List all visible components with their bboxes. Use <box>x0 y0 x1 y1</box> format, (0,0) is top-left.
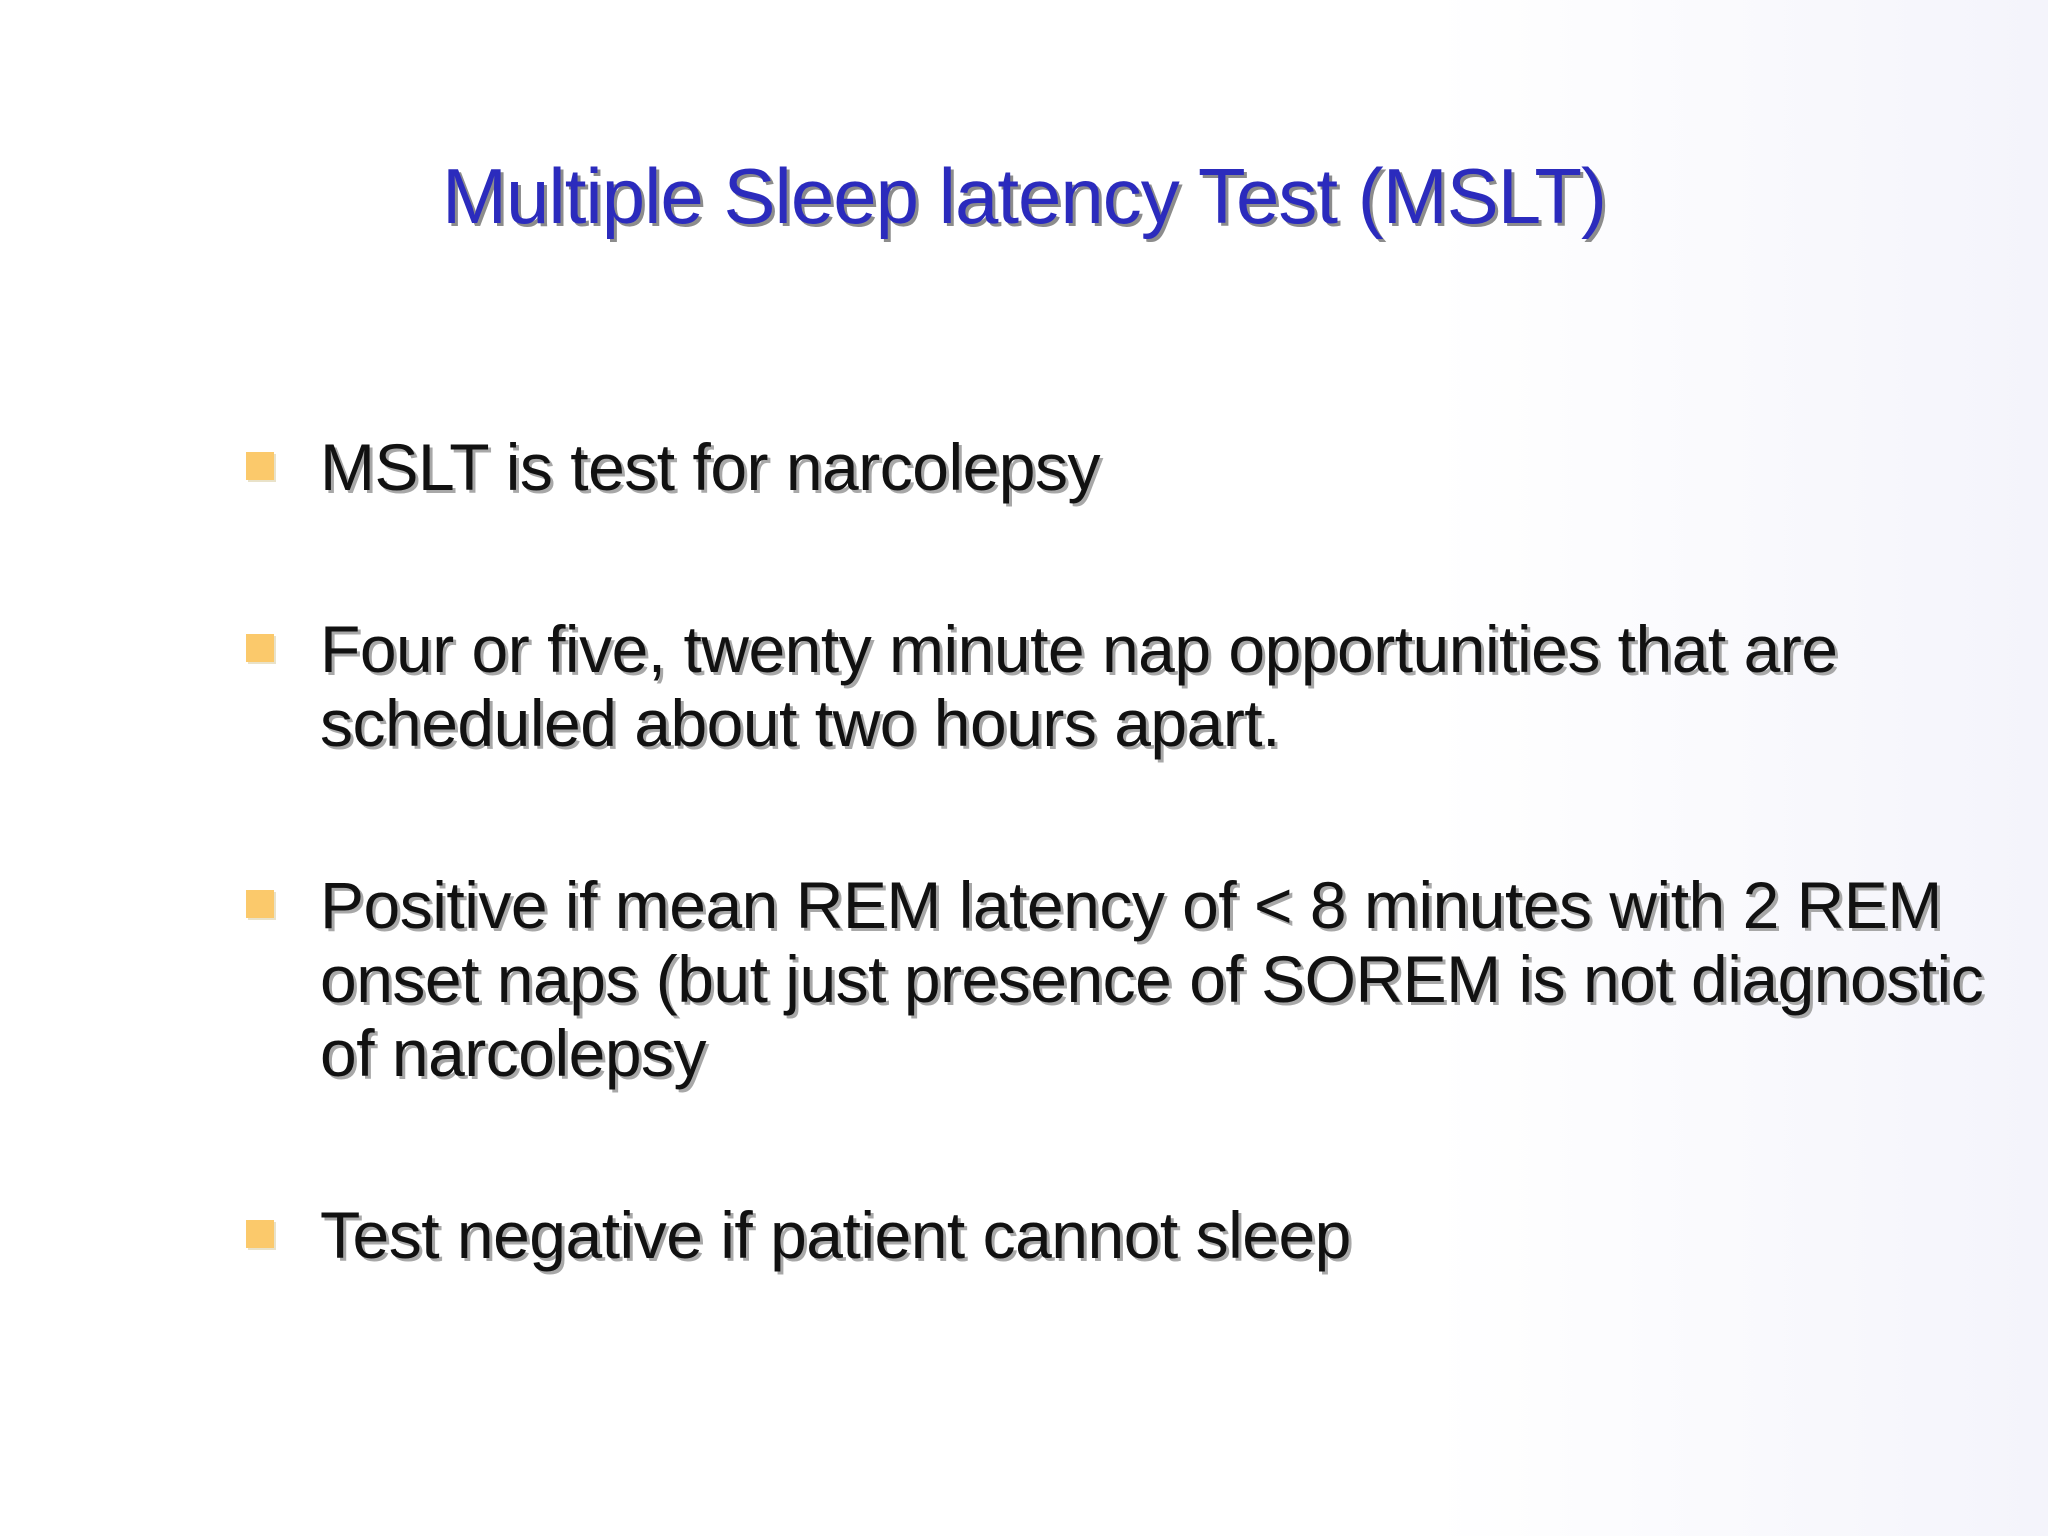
bullet-text: Four or five, twenty minute nap opportunities that are scheduled about two hours apart. <box>320 612 1838 760</box>
bullet-text: MSLT is test for narcolepsy <box>320 430 1101 504</box>
bullet-item-narcolepsy-test <box>246 430 2026 504</box>
bullet-text: Test negative if patient cannot sleep <box>320 1198 1351 1272</box>
bullet-item-negative-result <box>246 1198 2026 1272</box>
square-bullet-icon <box>246 890 274 918</box>
square-bullet-icon <box>246 1220 274 1248</box>
square-bullet-icon <box>246 634 274 662</box>
slide-title-text: Multiple Sleep latency Test (MSLT) <box>442 152 1606 240</box>
bullet-list <box>246 430 2026 1272</box>
bullet-text: Positive if mean REM latency of < 8 minutes with 2 REM onset naps (but just presence of SOREM is not diagnostic of narcolepsy <box>320 868 1984 1090</box>
slide-title <box>0 148 2048 244</box>
square-bullet-icon <box>246 452 274 480</box>
bullet-item-nap-opportunities <box>246 612 2026 760</box>
bullet-item-positive-criteria <box>246 868 2026 1090</box>
